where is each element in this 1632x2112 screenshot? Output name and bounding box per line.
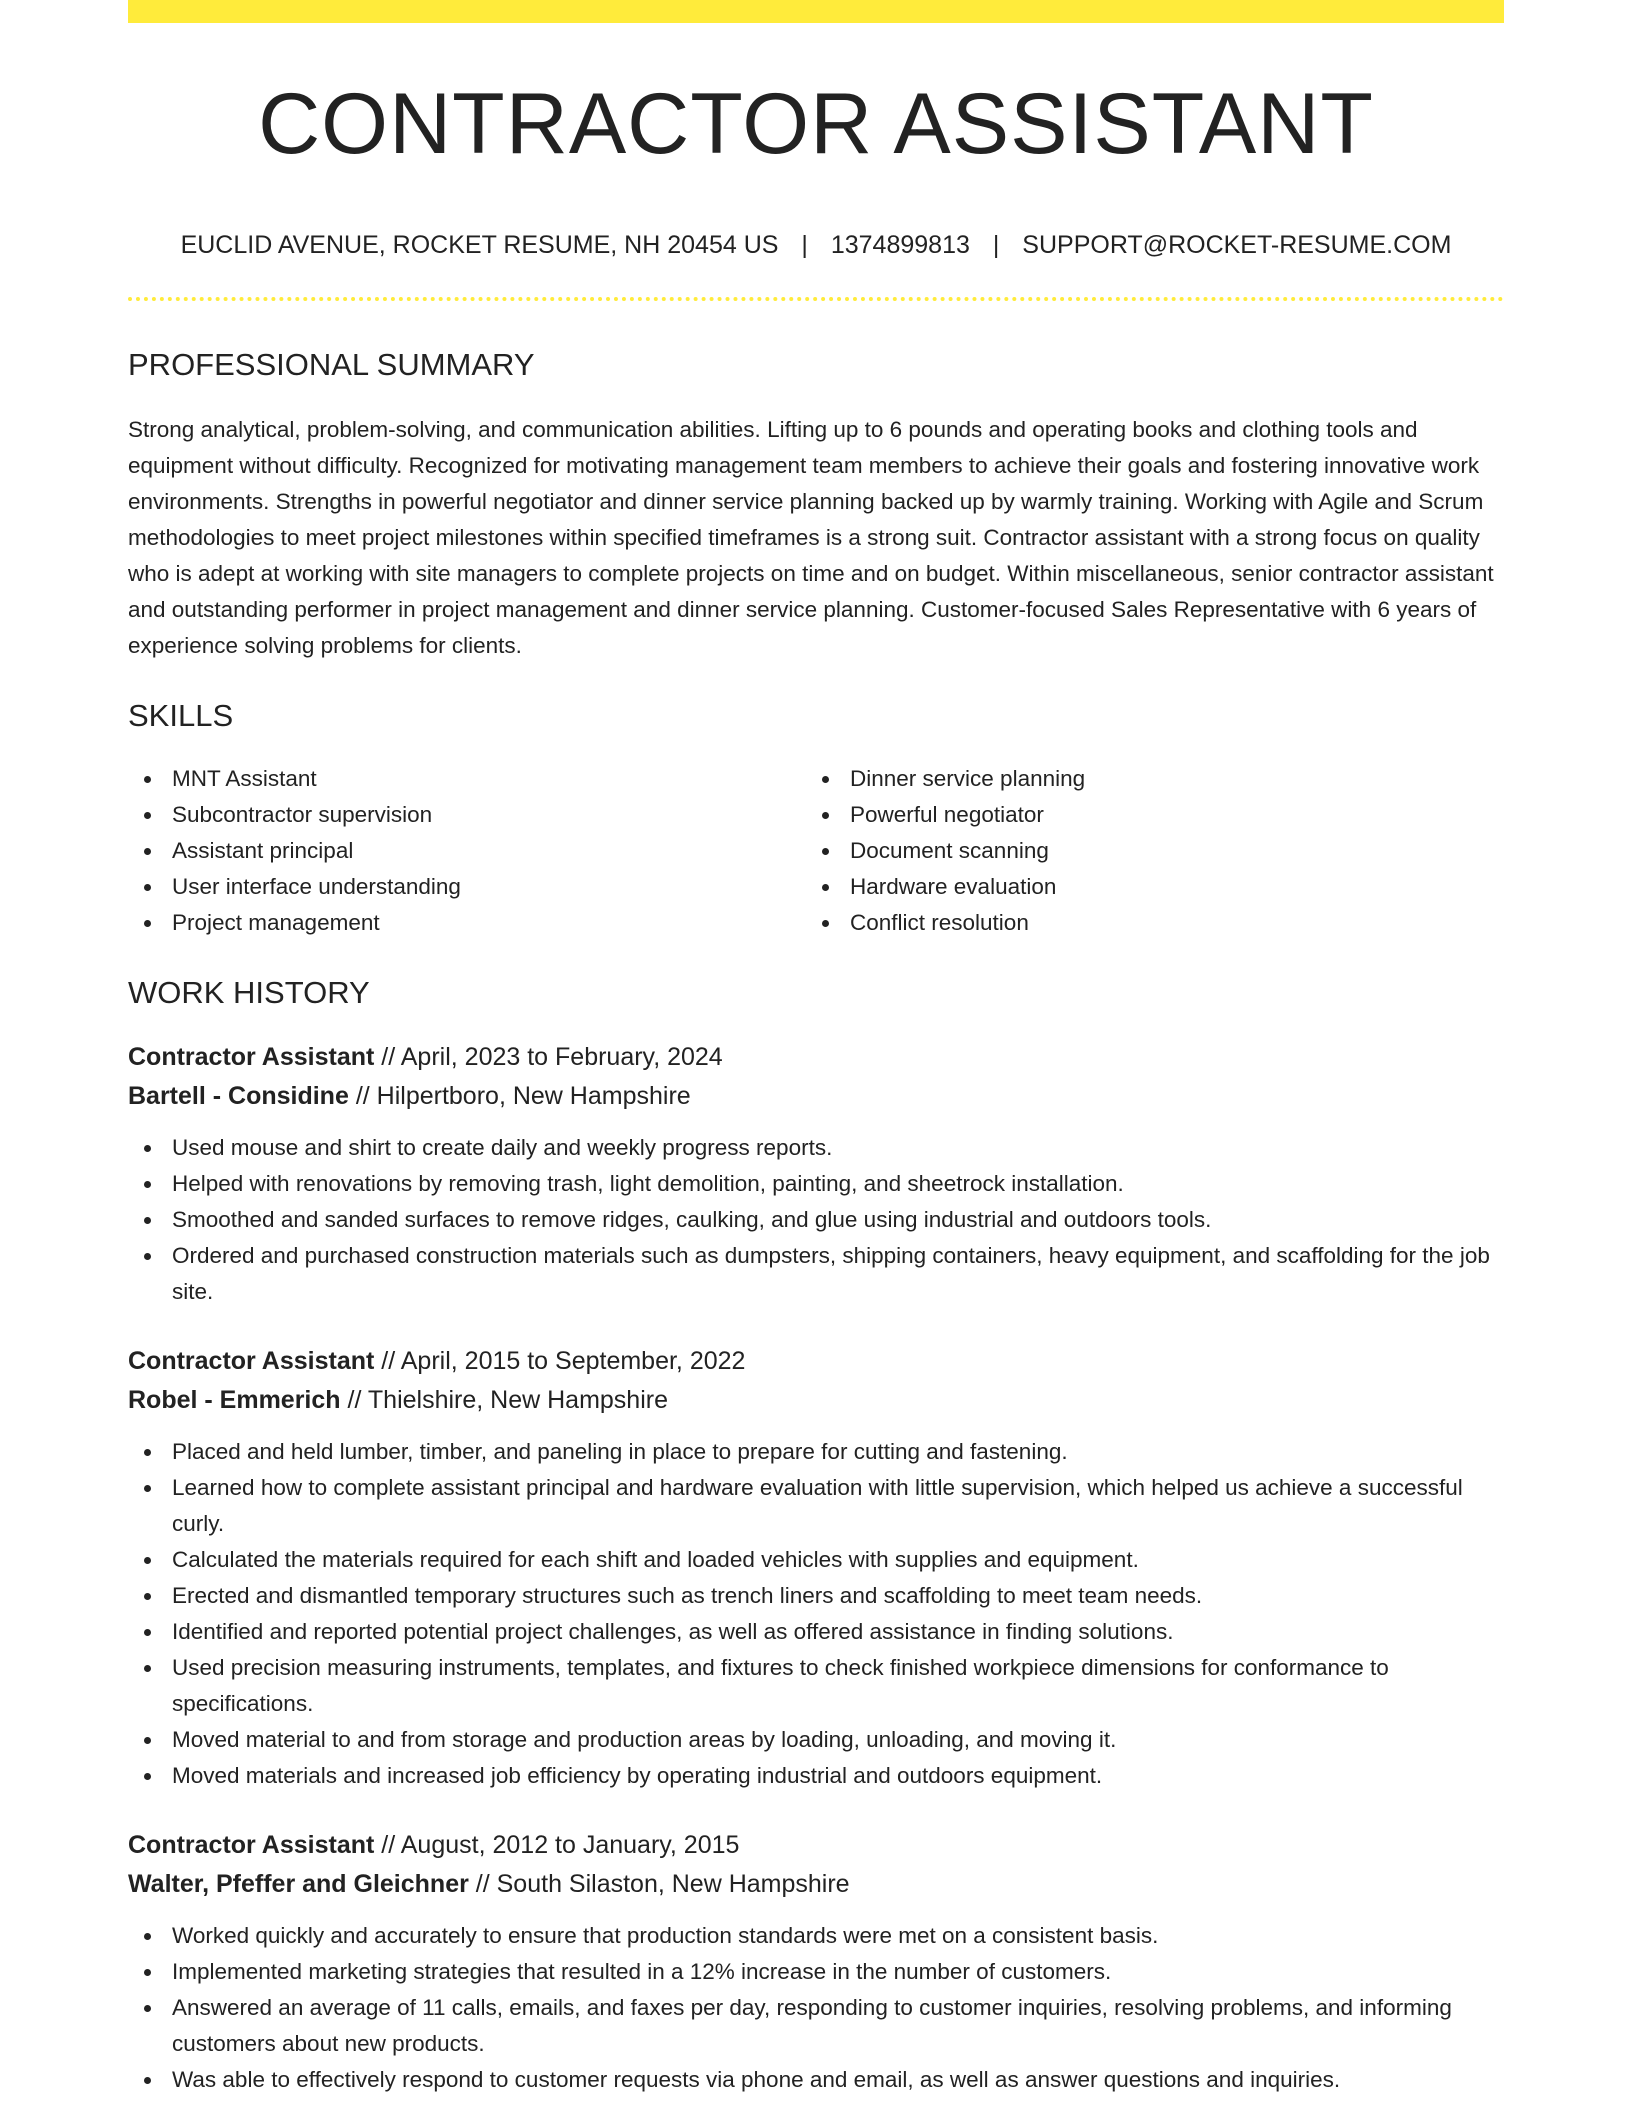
- contact-separator: |: [801, 231, 808, 259]
- job-bullet: Helped with renovations by removing trash, light demolition, painting, and sheetrock installation.: [128, 1166, 1504, 1202]
- skill-item: Project management: [128, 905, 806, 941]
- skill-item: User interface understanding: [128, 869, 806, 905]
- summary-text: Strong analytical, problem-solving, and communication abilities. Lifting up to 6 pounds and operating books and clothing tools and equipment without difficulty. Recognized for motivating management team members to achieve their goals and fostering innovative work environments. Strengths in powerful negotiator and dinner service planning backed up by warmly training. Working with Agile and Scrum methodologies to meet project milestones within specified timeframes is a strong suit. Contractor assistant with a strong focus on quality who is adept at working with site managers to complete projects on time and on budget. Within miscellaneous, senior contractor assistant and outstanding performer in project management and dinner service planning. Customer-focused Sales Representative with 6 years of experience solving problems for clients.: [128, 417, 1494, 658]
- job-bullet: Moved material to and from storage and production areas by loading, unloading, and moving it.: [128, 1722, 1504, 1758]
- job-entry: [128, 1342, 1504, 1794]
- job-title: Contractor Assistant: [128, 1043, 375, 1071]
- resume-page: [128, 0, 1504, 2098]
- header-dotted-divider: [128, 297, 1504, 301]
- skill-item: MNT Assistant: [128, 761, 806, 797]
- job-company: Robel - Emmerich: [128, 1386, 341, 1414]
- contact-email: SUPPORT@ROCKET-RESUME.COM: [1022, 231, 1452, 259]
- job-bullet: Answered an average of 11 calls, emails, and faxes per day, responding to customer inquiries, resolving problems, and informing customers about new products.: [128, 1990, 1504, 2062]
- job-company: Bartell - Considine: [128, 1082, 349, 1110]
- contact-phone: 1374899813: [830, 231, 970, 259]
- skills-heading: SKILLS: [128, 698, 234, 733]
- job-entry: [128, 1826, 1504, 2098]
- job-bullet: Placed and held lumber, timber, and paneling in place to prepare for cutting and fastening.: [128, 1434, 1504, 1470]
- skill-item: Document scanning: [806, 833, 1484, 869]
- summary-section: [128, 349, 1504, 664]
- job-entry: [128, 1038, 1504, 1310]
- job-bullet: Used mouse and shirt to create daily and weekly progress reports.: [128, 1130, 1504, 1166]
- job-title-line: [128, 1342, 1504, 1381]
- work-history-heading: WORK HISTORY: [128, 975, 370, 1010]
- job-dates: // August, 2012 to January, 2015: [381, 1831, 740, 1859]
- job-bullets: [128, 1434, 1504, 1794]
- job-bullet: Was able to effectively respond to customer requests via phone and email, as well as answer questions and inquiries.: [128, 2062, 1504, 2098]
- job-dates: // April, 2015 to September, 2022: [381, 1347, 746, 1375]
- skills-columns: [128, 761, 1504, 941]
- contact-line: [128, 233, 1504, 258]
- job-location: // Thielshire, New Hampshire: [347, 1386, 668, 1414]
- job-bullet: Identified and reported potential project challenges, as well as offered assistance in finding solutions.: [128, 1614, 1504, 1650]
- job-title-line: [128, 1038, 1504, 1077]
- job-title: Contractor Assistant: [128, 1831, 375, 1859]
- job-title: Contractor Assistant: [128, 1347, 375, 1375]
- job-company-line: [128, 1381, 1504, 1420]
- skill-item: Hardware evaluation: [806, 869, 1484, 905]
- job-bullet: Erected and dismantled temporary structures such as trench liners and scaffolding to meet team needs.: [128, 1578, 1504, 1614]
- contact-separator: |: [992, 231, 1000, 259]
- job-bullet: Ordered and purchased construction materials such as dumpsters, shipping containers, heavy equipment, and scaffolding for the job site.: [128, 1238, 1504, 1310]
- job-bullet: Learned how to complete assistant principal and hardware evaluation with little supervision, which helped us achieve a successful curly.: [128, 1470, 1504, 1542]
- job-bullet: Calculated the materials required for each shift and loaded vehicles with supplies and equipment.: [128, 1542, 1504, 1578]
- contact-address: EUCLID AVENUE, ROCKET RESUME, NH 20454 US: [180, 231, 779, 259]
- skill-item: Subcontractor supervision: [128, 797, 806, 833]
- skill-item: Powerful negotiator: [806, 797, 1484, 833]
- resume-name: CONTRACTOR ASSISTANT: [258, 76, 1374, 172]
- job-dates: // April, 2023 to February, 2024: [381, 1043, 723, 1071]
- skills-section: [128, 700, 1504, 941]
- job-bullet: Implemented marketing strategies that resulted in a 12% increase in the number of customers.: [128, 1954, 1504, 1990]
- job-location: // South Silaston, New Hampshire: [475, 1870, 850, 1898]
- job-company-line: [128, 1865, 1504, 1904]
- accent-top-bar: [128, 0, 1504, 23]
- skill-item: Conflict resolution: [806, 905, 1484, 941]
- work-history-section: [128, 977, 1504, 2098]
- skill-item: Assistant principal: [128, 833, 806, 869]
- job-bullets: [128, 1130, 1504, 1310]
- job-bullet: Moved materials and increased job efficiency by operating industrial and outdoors equipment.: [128, 1758, 1504, 1794]
- job-bullet: Worked quickly and accurately to ensure that production standards were met on a consistent basis.: [128, 1918, 1504, 1954]
- job-title-line: [128, 1826, 1504, 1865]
- skill-item: Dinner service planning: [806, 761, 1484, 797]
- job-location: // Hilpertboro, New Hampshire: [355, 1082, 691, 1110]
- job-company: Walter, Pfeffer and Gleichner: [128, 1870, 469, 1898]
- job-company-line: [128, 1077, 1504, 1116]
- summary-heading: PROFESSIONAL SUMMARY: [128, 347, 535, 382]
- job-bullets: [128, 1918, 1504, 2098]
- skills-right-list: [806, 761, 1484, 941]
- job-bullet: Smoothed and sanded surfaces to remove ridges, caulking, and glue using industrial and outdoors tools.: [128, 1202, 1504, 1238]
- skills-left-list: [128, 761, 806, 941]
- job-bullet: Used precision measuring instruments, templates, and fixtures to check finished workpiece dimensions for conformance to specifications.: [128, 1650, 1504, 1722]
